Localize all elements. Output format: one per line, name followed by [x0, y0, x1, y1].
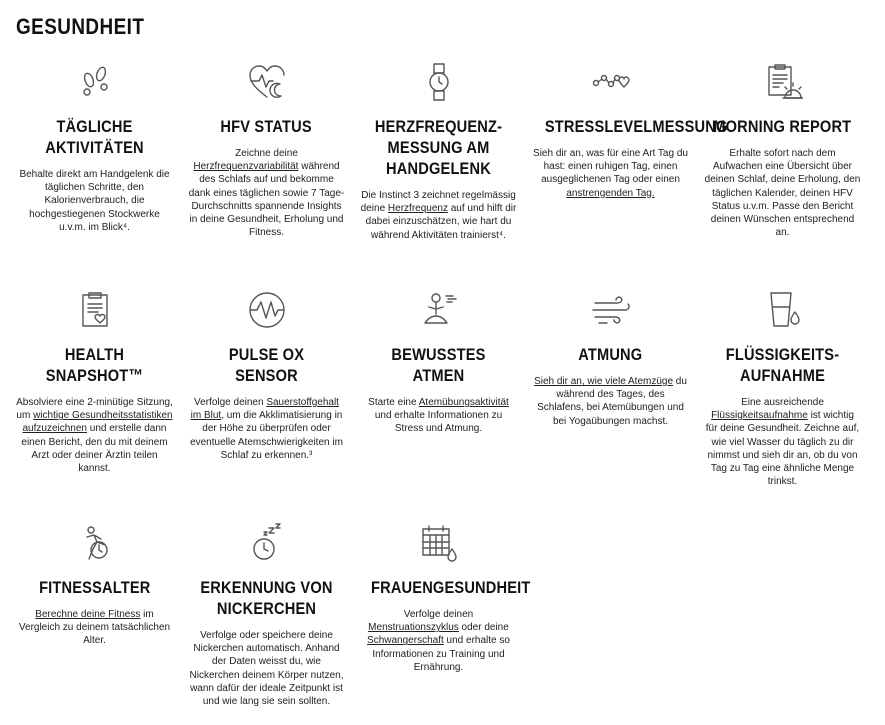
heart-moon-icon — [182, 62, 351, 102]
pulse-ox-icon — [182, 290, 351, 330]
feature-title: BEWUSSTES ATMEN — [391, 345, 486, 385]
feature-card — [10, 290, 179, 488]
feature-title: FLÜSSIGKEITS-AUFNAHME — [725, 345, 840, 385]
description-text: auf und hilft dir dabei einzuschätzen, wie hart du während Aktivitäten trainierst⁴. — [365, 203, 517, 241]
feature-description — [10, 608, 179, 648]
description-text: während des Schlafs auf und bekomme dank eines täglichen sowie 7 Tage-Durchschnitts spannende Insights in deine Gesundheit, Erholung und Fitness. — [188, 161, 345, 239]
inline-link[interactable]: wichtige Gesundheitsstatistiken aufzuzeichnen — [22, 410, 173, 435]
inline-link[interactable]: Sieh dir an, wie viele Atemzüge — [534, 376, 674, 387]
feature-card — [10, 523, 179, 708]
feature-description — [354, 608, 523, 674]
inline-link[interactable]: Berechne deine Fitness — [35, 609, 141, 620]
description-text: und erhalte Informationen zu Stress und Atmung. — [374, 410, 503, 435]
feature-card — [698, 62, 867, 242]
feature-title: HEALTH SNAPSHOT™ — [45, 345, 144, 385]
watch-icon — [354, 62, 523, 102]
description-text: Verfolge deinen — [403, 609, 474, 620]
description-text: und erhalte so Informationen zu Training und Ernährung. — [372, 635, 510, 673]
feature-description — [526, 375, 695, 428]
description-text: Zeichne deine — [235, 148, 298, 159]
feature-card — [354, 523, 531, 708]
inline-link[interactable]: Sauerstoffgehalt im Blut — [190, 397, 339, 422]
feature-row-3 — [0, 523, 885, 708]
feature-description — [354, 396, 523, 436]
feature-title: HFV STATUS — [220, 117, 313, 136]
feature-description — [526, 147, 695, 200]
calendar-drop-icon — [354, 523, 523, 563]
feature-description — [182, 629, 351, 708]
feature-title: ATMUNG — [578, 345, 643, 364]
feature-description — [10, 168, 179, 234]
feature-title: HERZFREQUENZ-MESSUNG AM HANDGELENK — [374, 117, 503, 178]
feature-card — [698, 290, 867, 488]
description-text: Absolviere eine 2-minütige Sitzung, um — [16, 397, 173, 422]
feature-title: STRESSLEVELMESSUNG — [544, 117, 728, 136]
feature-title: MORNING REPORT — [713, 117, 852, 136]
description-text: Verfolge deinen — [194, 397, 267, 408]
feature-description — [698, 396, 867, 488]
inline-link[interactable]: anstrengenden Tag. — [566, 187, 655, 199]
wind-icon — [526, 290, 695, 330]
inline-link[interactable]: Flüssigkeitsaufnahme — [711, 410, 808, 422]
description-text: oder deine — [458, 622, 509, 634]
feature-card — [354, 290, 523, 488]
nap-watch-icon — [182, 523, 351, 563]
description-text: Eine ausreichende — [741, 397, 824, 408]
inline-link[interactable]: Menstruationszyklus — [368, 622, 459, 634]
feature-description — [10, 396, 179, 475]
description-text: Verfolge oder speichere deine Nickerchen automatisch. Anhand der Daten weisst du, wie Nickerchen deinem Körper nutzen, wann dafür der ideale Zeitpunkt ist und wie lang sie sein sollten. — [189, 630, 344, 708]
inline-link[interactable]: Atemübungsaktivität — [418, 397, 509, 408]
feature-title: FRAUENGESUNDHEIT — [370, 578, 531, 597]
feature-title: FITNESSALTER — [38, 578, 151, 597]
description-text: Sieh dir an, was für eine Art Tag du hast: einen ruhigen Tag, einen ausgeglichenen Tag oder einen — [533, 148, 688, 186]
report-sun-icon — [698, 62, 867, 102]
feature-card — [182, 62, 351, 242]
feature-row-2 — [0, 290, 885, 488]
description-text: , um die Akklimatisierung in der Höhe zu überprüfen oder eventuelle Atemschwierigkeiten im Schlaf zu erkennen.³ — [190, 410, 343, 461]
footprints-icon — [10, 62, 179, 102]
page-title: GESUNDHEIT — [16, 14, 145, 39]
feature-card — [354, 62, 523, 242]
glass-drop-icon — [698, 290, 867, 330]
description-text: du während des Tages, des Schlafens, bei Atemübungen und bei Yogaübungen machst. — [537, 376, 687, 427]
inline-link[interactable]: Herzfrequenz — [387, 203, 448, 215]
feature-title: PULSE OX SENSOR — [228, 345, 305, 385]
feature-card — [182, 523, 351, 708]
meditation-icon — [354, 290, 523, 330]
feature-card — [526, 62, 728, 242]
description-text: und erstelle dann einen Bericht, den du mit deinem Arzt oder deiner Ärztin teilen kannst. — [21, 423, 168, 475]
inline-link[interactable]: Herzfrequenzvariabilität — [193, 161, 299, 173]
feature-card — [10, 62, 179, 242]
feature-card — [182, 290, 351, 488]
fitness-age-icon — [10, 523, 179, 563]
inline-link[interactable]: Schwangerschaft — [367, 635, 444, 647]
feature-description — [698, 147, 867, 239]
description-text: Die Instinct 3 zeichnet regelmässig deine — [360, 190, 516, 215]
feature-title: ERKENNUNG VON NICKERCHEN — [200, 578, 333, 618]
feature-description — [354, 189, 523, 242]
description-text: Starte eine — [368, 397, 419, 408]
feature-description — [182, 147, 351, 239]
feature-row-1 — [0, 62, 885, 242]
clipboard-heart-icon — [10, 290, 179, 330]
feature-description — [182, 396, 351, 462]
description-text: Erhalte sofort nach dem Aufwachen eine Übersicht über deinen Schlaf, deine Erholung, den täglichen Kalender, deinen HFV Status u.v.m. Passe den Bericht deinen Wünschen entsprechend an. — [704, 148, 861, 239]
feature-title: TÄGLICHE AKTIVITÄTEN — [45, 117, 144, 157]
description-text: im Vergleich zu deinem tatsächlichen Alter. — [18, 609, 171, 647]
description-text: Behalte direkt am Handgelenk die täglichen Schritte, den Kalorienverbrauch, die hochgestiegenen Stockwerke u.v.m. im Blick⁴. — [19, 169, 170, 233]
feature-card — [526, 290, 695, 488]
stress-nodes-icon — [526, 62, 695, 102]
description-text: ist wichtig für deine Gesundheit. Zeichne auf, wie viel Wasser du täglich zu dir nimmst und sieh dir an, ob du von Tag zu Tag eine ähnliche Menge trinkst. — [705, 410, 860, 488]
